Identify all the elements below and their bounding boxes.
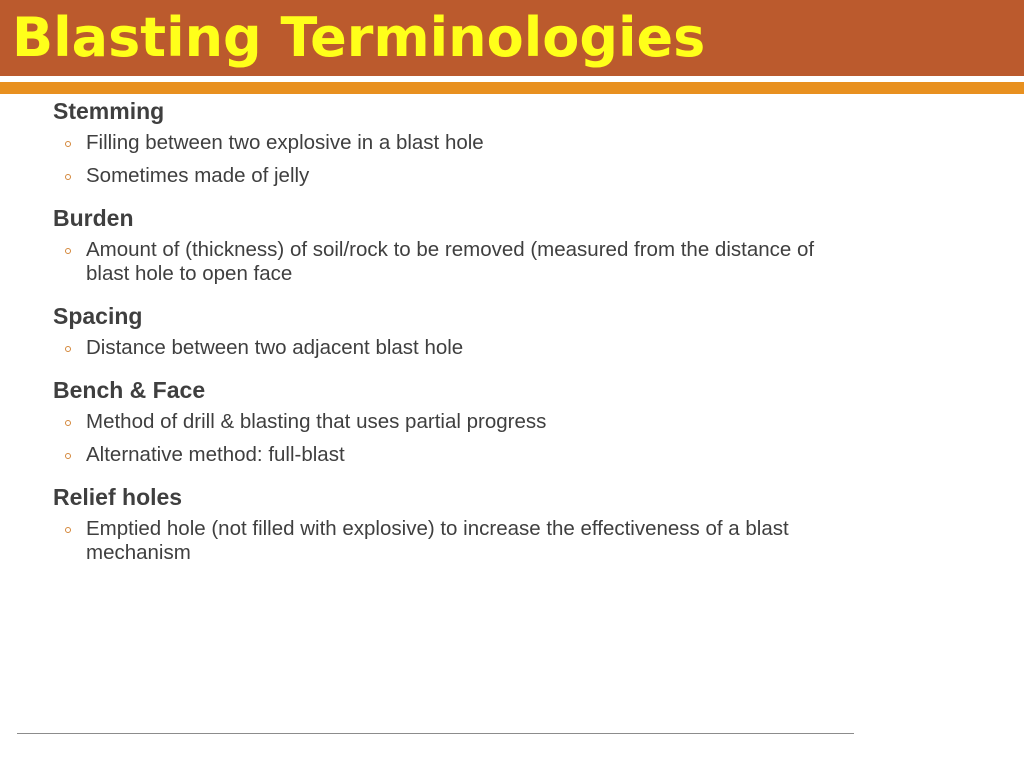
section-heading: Bench & Face: [53, 377, 206, 403]
slide-body: [53, 96, 853, 565]
bullet-text: Sometimes made of jelly: [86, 164, 310, 187]
section-relief-holes: [53, 482, 853, 565]
section-heading: Burden: [53, 205, 134, 231]
section-burden: [53, 203, 853, 286]
slide-title: Blasting Terminologies: [12, 6, 706, 69]
bullet-circle-icon: [65, 420, 71, 426]
bullet-list: [53, 238, 853, 286]
bullet-circle-icon: [65, 527, 71, 533]
bullet-item: [53, 238, 853, 286]
bullet-text: Emptied hole (not filled with explosive) to increase the effectiveness of a blast mechanism: [86, 517, 789, 564]
bullet-circle-icon: [65, 346, 71, 352]
bullet-circle-icon: [65, 174, 71, 180]
section-heading: Spacing: [53, 303, 143, 329]
bullet-circle-icon: [65, 248, 71, 254]
bullet-text: Filling between two explosive in a blast hole: [86, 131, 484, 154]
bullet-list: [53, 336, 853, 360]
section-heading: Stemming: [53, 98, 165, 124]
section-spacing: [53, 301, 853, 360]
section-bench-face: [53, 375, 853, 467]
bullet-list: [53, 131, 853, 188]
bullet-text: Amount of (thickness) of soil/rock to be removed (measured from the distance of blast hole to open face: [86, 238, 815, 285]
bullet-circle-icon: [65, 453, 71, 459]
bullet-circle-icon: [65, 141, 71, 147]
bullet-text: Distance between two adjacent blast hole: [86, 336, 464, 359]
bullet-item: [53, 443, 853, 467]
footer-divider: [17, 733, 854, 734]
bullet-item: [53, 336, 853, 360]
accent-stripe: [0, 82, 1024, 94]
section-heading: Relief holes: [53, 484, 183, 510]
section-stemming: [53, 96, 853, 188]
bullet-list: [53, 410, 853, 467]
bullet-item: [53, 131, 853, 155]
bullet-text: Alternative method: full-blast: [86, 443, 345, 466]
bullet-text: Method of drill & blasting that uses partial progress: [86, 410, 547, 433]
bullet-list: [53, 517, 853, 565]
bullet-item: [53, 517, 853, 565]
title-bar: [0, 0, 1024, 76]
bullet-item: [53, 410, 853, 434]
bullet-item: [53, 164, 853, 188]
